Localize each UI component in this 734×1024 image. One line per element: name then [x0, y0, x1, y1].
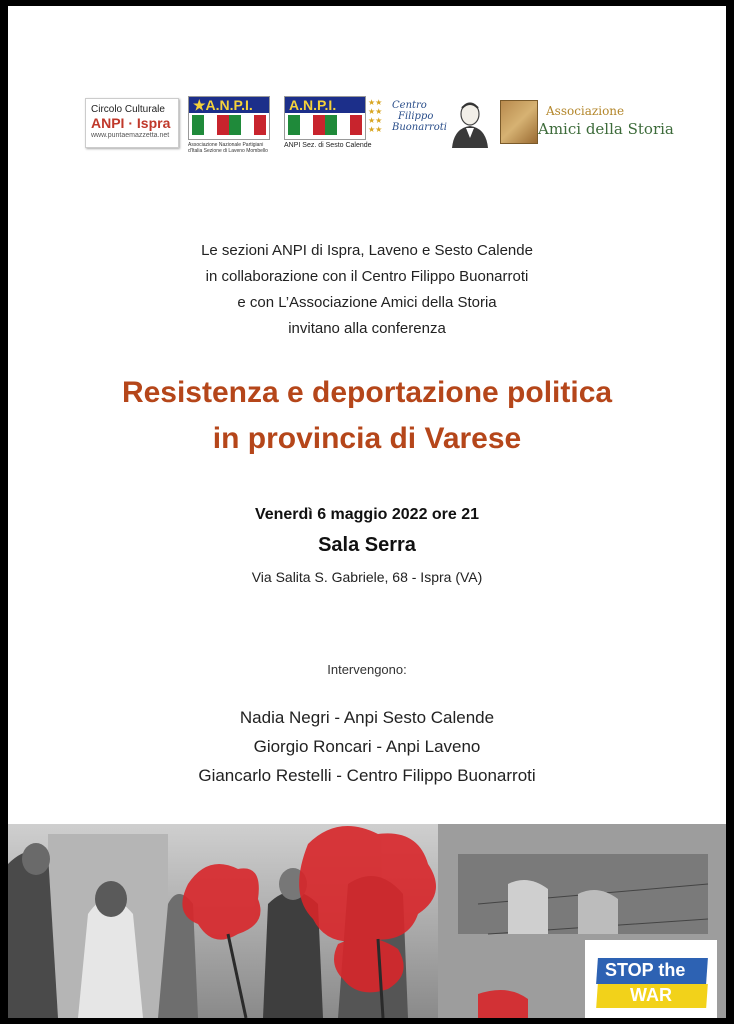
anpi-laveno-caption: Associazione Nazionale Partigiani d'Italia Sezione di Laveno Mombello	[188, 142, 268, 154]
centro-line1: Centro	[392, 100, 427, 111]
buonarroti-portrait-icon	[448, 98, 492, 150]
anpi-sesto-title: A.N.P.I.	[285, 97, 365, 113]
conference-title	[8, 370, 726, 462]
intro-line: Le sezioni ANPI di Ispra, Laveno e Sesto Calende	[201, 242, 533, 259]
italian-flag-icon	[192, 115, 266, 135]
italian-flag-icon	[288, 115, 362, 135]
sponsor-logos	[8, 94, 726, 154]
speaker-item: Giorgio Roncari - Anpi Laveno	[253, 737, 481, 756]
event-venue: Sala Serra	[318, 534, 416, 556]
stars-icon: ★★ ★★ ★★ ★★	[368, 98, 383, 134]
intro-line: e con L’Associazione Amici della Storia	[237, 294, 497, 311]
circolo-culturale-logo	[85, 98, 179, 148]
anpi-laveno-title: ★A.N.P.I.	[189, 97, 269, 113]
centro-line3: Buonarroti	[392, 122, 448, 133]
title-line: in provincia di Varese	[212, 422, 522, 455]
circolo-line2: ANPI · Ispra	[91, 115, 171, 131]
speakers-label: Intervengono:	[327, 662, 407, 677]
amici-line2: Amici della Storia	[538, 120, 674, 138]
circolo-line3: www.puntaemazzetta.net	[91, 132, 170, 139]
speaker-item: Giancarlo Restelli - Centro Filippo Buonarroti	[198, 766, 536, 785]
centro-line2: Filippo	[398, 111, 434, 122]
amici-emblem-icon	[500, 100, 538, 144]
intro-line: in collaborazione con il Centro Filippo Buonarroti	[205, 268, 529, 285]
intro-text	[8, 238, 726, 342]
centro-buonarroti-logo	[392, 100, 448, 148]
badge-stop-text: STOP the	[605, 960, 686, 980]
amici-della-storia-logo	[500, 100, 674, 148]
circolo-line1: Circolo Culturale	[91, 104, 165, 115]
amici-line1: Associazione	[546, 104, 625, 118]
stop-the-war-badge	[585, 940, 717, 1018]
anpi-laveno-logo	[188, 96, 276, 154]
event-date: Venerdì 6 maggio 2022 ore 21	[254, 506, 480, 523]
speakers-list	[8, 703, 726, 790]
speaker-item: Nadia Negri - Anpi Sesto Calende	[239, 708, 495, 727]
badge-war-text: WAR	[630, 985, 672, 1005]
anpi-sesto-logo	[284, 96, 382, 150]
anpi-sesto-caption: ANPI Sez. di Sesto Calende	[284, 142, 372, 149]
event-address: Via Salita S. Gabriele, 68 - Ispra (VA)	[251, 569, 483, 585]
poster	[8, 6, 726, 1018]
intro-line: invitano alla conferenza	[288, 320, 446, 337]
title-line: Resistenza e deportazione politica	[121, 376, 613, 409]
